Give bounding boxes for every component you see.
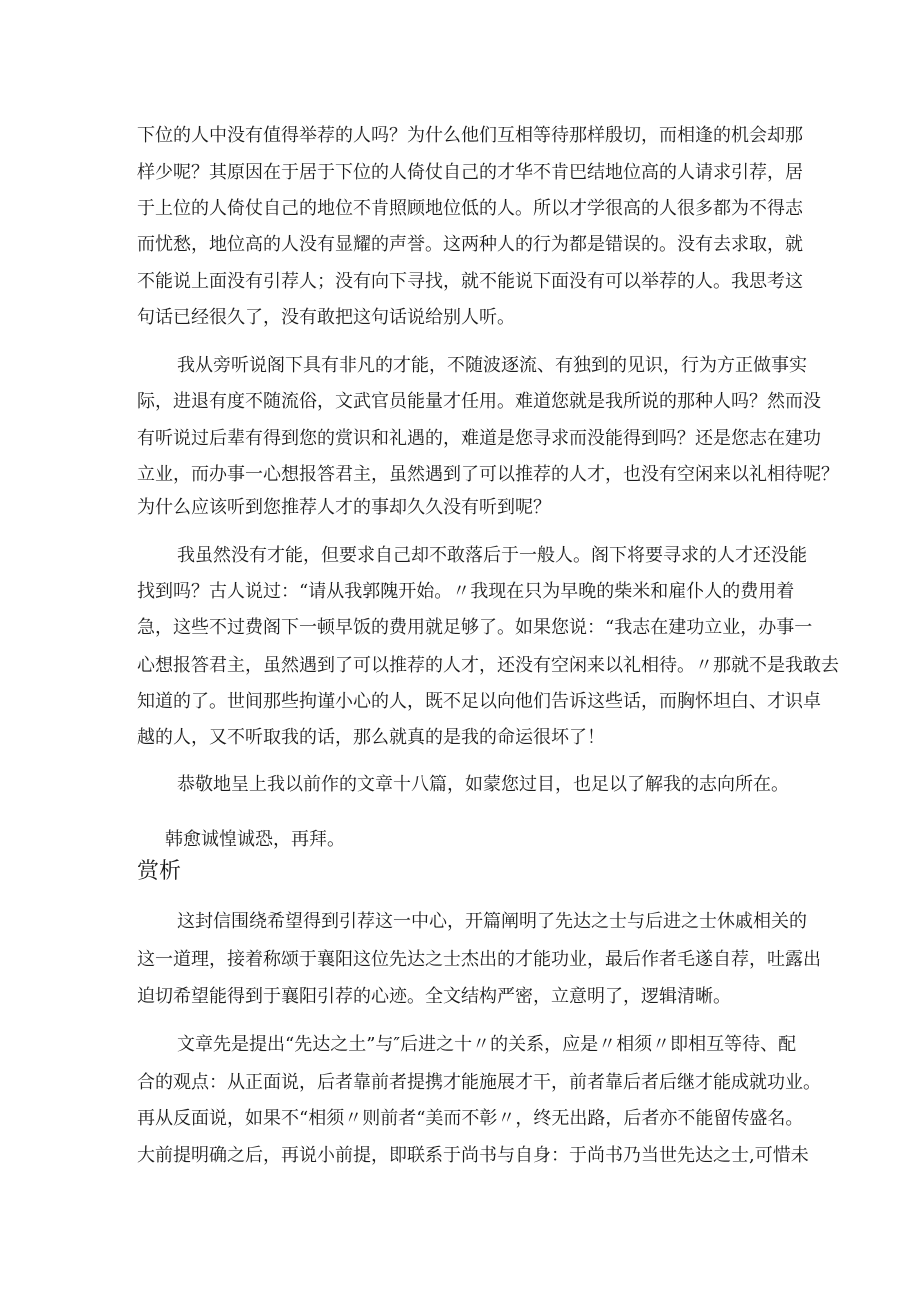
text-line: 心想报答君主，虽然遇到了可以推荐的人才，还没有空闲来以礼相待。〃那就不是我敢去 bbox=[137, 655, 839, 676]
text-line: 际，进退有度不随流俗，文武官员能量才任用。难道您就是我所说的那种人吗？然而没 bbox=[137, 391, 821, 412]
text-line: 大前提明确之后，再说小前提，即联系于尚书与自身：于尚书乃当世先达之士,可惜未 bbox=[137, 1145, 809, 1166]
section-heading: 赏析 bbox=[137, 859, 182, 884]
closing-line: 韩愈诚惶诚恐，再拜。 bbox=[165, 829, 345, 850]
text-line: 样少呢？其原因在于居于下位的人倚仗自己的才华不肯巴结地位高的人请求引荐，居 bbox=[137, 162, 803, 183]
text-line: 不能说上面没有引荐人；没有向下寻找，就不能说下面没有可以举荐的人。我思考这 bbox=[137, 271, 803, 292]
text-line: 句话已经很久了，没有敢把这句话说给别人听。 bbox=[137, 307, 515, 328]
text-line: 急，这些不过费阁下一顿早饭的费用就足够了。如果您说：“我志在建功立业，办事一 bbox=[137, 617, 813, 638]
text-line: 文章先是提出“先达之土”与″后进之十〃的关系，应是〃相须〃即相互等待、配 bbox=[177, 1034, 797, 1055]
text-line: 迫切希望能得到于襄阳引荐的心迹。全文结构严密，立意明了，逻辑清晰。 bbox=[137, 986, 731, 1007]
text-line: 为什么应该听到您推荐人才的事却久久没有听到呢？ bbox=[137, 497, 551, 518]
text-line: 立业，而办事一心想报答君主，虽然遇到了可以推荐的人才，也没有空闲来以礼相待呢？ bbox=[137, 464, 839, 485]
text-line: 有听说过后辈有得到您的赏识和礼遇的，难道是您寻求而没能得到吗？还是您志在建功 bbox=[137, 428, 821, 449]
text-line: 我从旁听说阁下具有非凡的才能，不随波逐流、有独到的见识，行为方正做事实 bbox=[177, 355, 807, 376]
text-line: 这一道理，接着称颂于襄阳这位先达之士杰出的才能功业，最后作者毛遂自荐，吐露出 bbox=[137, 949, 821, 970]
text-line: 找到吗？古人说过：“请从我郭隗开始。〃我现在只为早晚的柴米和雇仆人的费用着 bbox=[137, 581, 795, 602]
text-line: 知道的了。世间那些拘谨小心的人，既不足以向他们告诉这些话，而胸怀坦白、才识卓 bbox=[137, 691, 821, 712]
text-line: 于上位的人倚仗自己的地位不肯照顾地位低的人。所以才学很高的人很多都为不得志 bbox=[137, 198, 803, 219]
text-line: 恭敬地呈上我以前作的文章十八篇，如蒙您过目，也足以了解我的志向所在。 bbox=[177, 774, 789, 795]
text-line: 这封信围绕希望得到引荐这一中心，开篇阐明了先达之士与后进之士休戚相关的 bbox=[177, 911, 807, 932]
text-line: 合的观点：从正面说，后者靠前者提携才能施展才干，前者靠后者后继才能成就功业。 bbox=[137, 1072, 821, 1093]
text-line: 再从反面说，如果不“相须〃则前者“美而不彰〃，终无出路，后者亦不能留传盛名。 bbox=[137, 1108, 804, 1129]
text-line: 下位的人中没有值得举荐的人吗？为什么他们互相等待那样殷切，而相逢的机会却那 bbox=[137, 125, 803, 146]
text-line: 越的人，又不听取我的话，那么就真的是我的命运很坏了！ bbox=[137, 727, 605, 748]
text-line: 而忧愁，地位高的人没有显耀的声誉。这两种人的行为都是错误的。没有去求取，就 bbox=[137, 234, 803, 255]
text-line: 我虽然没有才能，但要求自己却不敢落后于一般人。阁下将要寻求的人才还没能 bbox=[177, 545, 807, 566]
